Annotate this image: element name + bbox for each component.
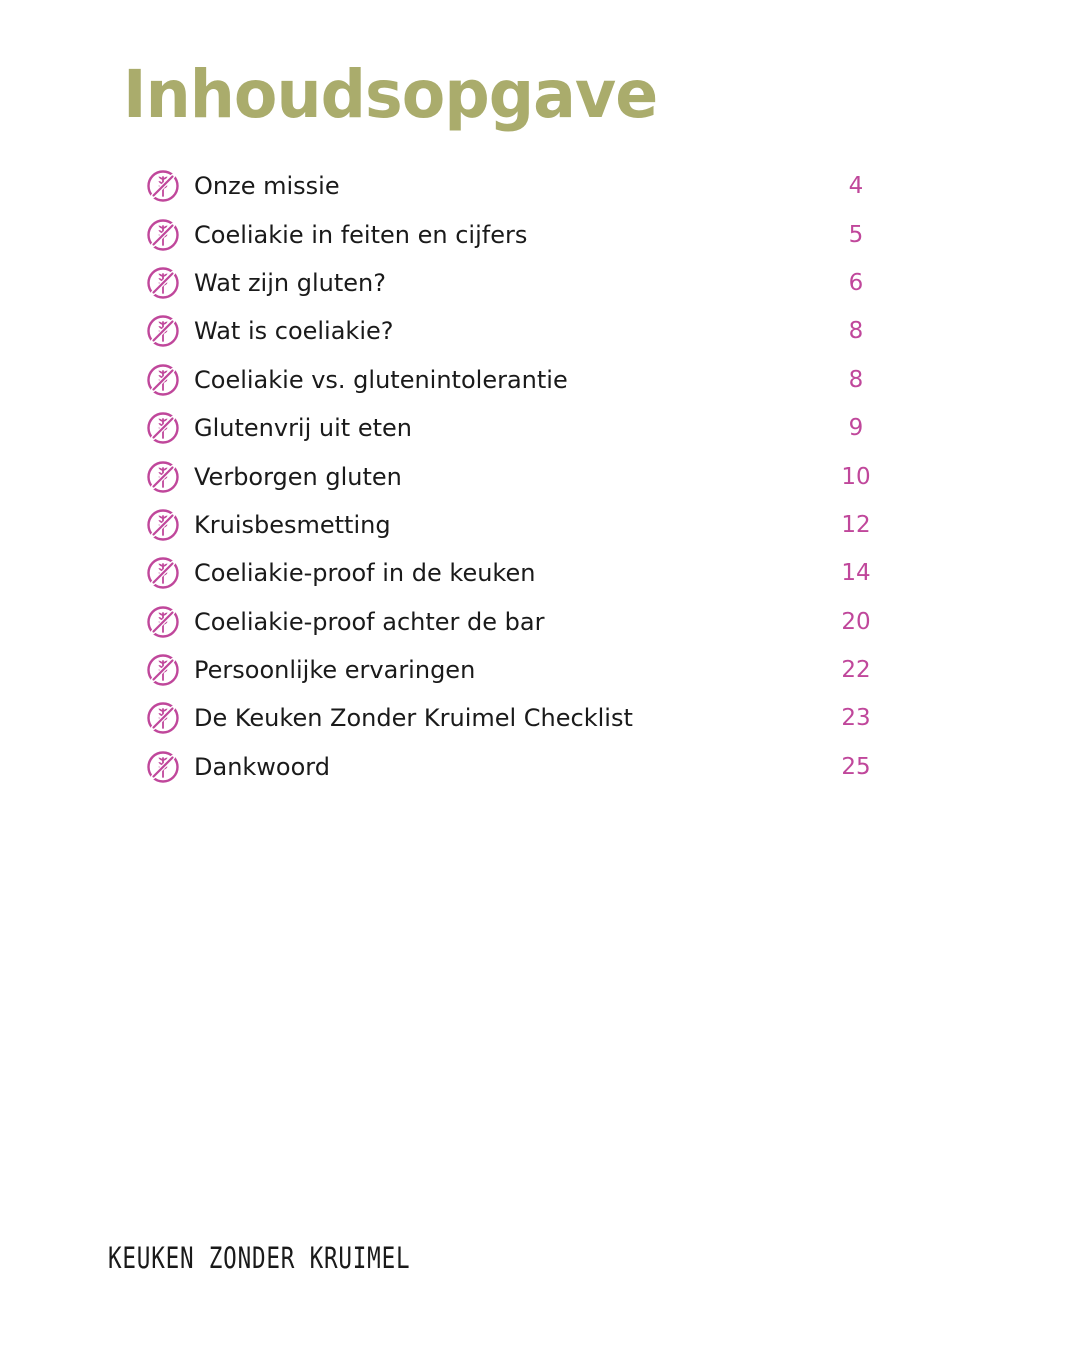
toc-entry-page-number: 22 xyxy=(841,657,871,684)
toc-entry[interactable] xyxy=(146,501,886,549)
gluten-free-icon xyxy=(146,750,180,784)
toc-entry[interactable] xyxy=(146,694,886,742)
toc-entry[interactable] xyxy=(146,259,886,307)
toc-entry-page-number: 5 xyxy=(848,221,864,248)
toc-entry[interactable] xyxy=(146,162,886,210)
table-of-contents xyxy=(146,162,886,791)
toc-entry-page-number: 12 xyxy=(841,511,871,538)
toc-entry-label: Coeliakie-proof in de keuken xyxy=(194,559,536,588)
toc-entry-page-number: 23 xyxy=(841,705,871,732)
toc-entry-page-number: 8 xyxy=(848,318,864,345)
toc-entry-page-number: 6 xyxy=(848,269,864,296)
toc-entry[interactable] xyxy=(146,452,886,500)
toc-entry[interactable] xyxy=(146,646,886,694)
toc-entry-page-number: 14 xyxy=(841,560,871,587)
toc-entry[interactable] xyxy=(146,210,886,258)
gluten-free-icon xyxy=(146,266,180,300)
gluten-free-icon xyxy=(146,169,180,203)
toc-entry-label: Verborgen gluten xyxy=(194,462,402,491)
gluten-free-icon xyxy=(146,605,180,639)
gluten-free-icon xyxy=(146,314,180,348)
toc-entry-label: Coeliakie vs. glutenintolerantie xyxy=(194,365,568,394)
toc-entry-page-number: 10 xyxy=(841,463,871,490)
toc-entry-label: Onze missie xyxy=(194,172,340,201)
toc-entry-label: Kruisbesmetting xyxy=(194,510,391,539)
toc-entry-label: Glutenvrij uit eten xyxy=(194,414,412,443)
toc-entry-page-number: 20 xyxy=(841,608,871,635)
gluten-free-icon xyxy=(146,218,180,252)
toc-entry[interactable] xyxy=(146,356,886,404)
gluten-free-icon xyxy=(146,363,180,397)
gluten-free-icon xyxy=(146,460,180,494)
gluten-free-icon xyxy=(146,411,180,445)
brand-logo-text: KEUKEN ZONDER KRUIMEL xyxy=(108,1241,411,1275)
toc-entry-label: Coeliakie-proof achter de bar xyxy=(194,607,545,636)
footer-brand xyxy=(108,1238,496,1278)
toc-entry-label: Dankwoord xyxy=(194,752,330,781)
toc-entry-label: Persoonlijke ervaringen xyxy=(194,656,476,685)
toc-entry-label: De Keuken Zonder Kruimel Checklist xyxy=(194,704,633,733)
toc-entry-page-number: 4 xyxy=(848,173,864,200)
toc-entry[interactable] xyxy=(146,598,886,646)
gluten-free-icon xyxy=(146,556,180,590)
toc-entry-label: Coeliakie in feiten en cijfers xyxy=(194,220,528,249)
toc-entry[interactable] xyxy=(146,549,886,597)
gluten-free-icon xyxy=(146,653,180,687)
toc-entry[interactable] xyxy=(146,307,886,355)
toc-entry-label: Wat zijn gluten? xyxy=(194,268,386,297)
toc-entry-page-number: 9 xyxy=(848,415,864,442)
gluten-free-icon xyxy=(146,508,180,542)
gluten-free-icon xyxy=(146,701,180,735)
toc-entry-label: Wat is coeliakie? xyxy=(194,317,394,346)
toc-entry-page-number: 25 xyxy=(841,753,871,780)
toc-entry[interactable] xyxy=(146,404,886,452)
page-title: Inhoudsopgave xyxy=(123,56,658,133)
toc-entry[interactable] xyxy=(146,743,886,791)
toc-entry-page-number: 8 xyxy=(848,366,864,393)
